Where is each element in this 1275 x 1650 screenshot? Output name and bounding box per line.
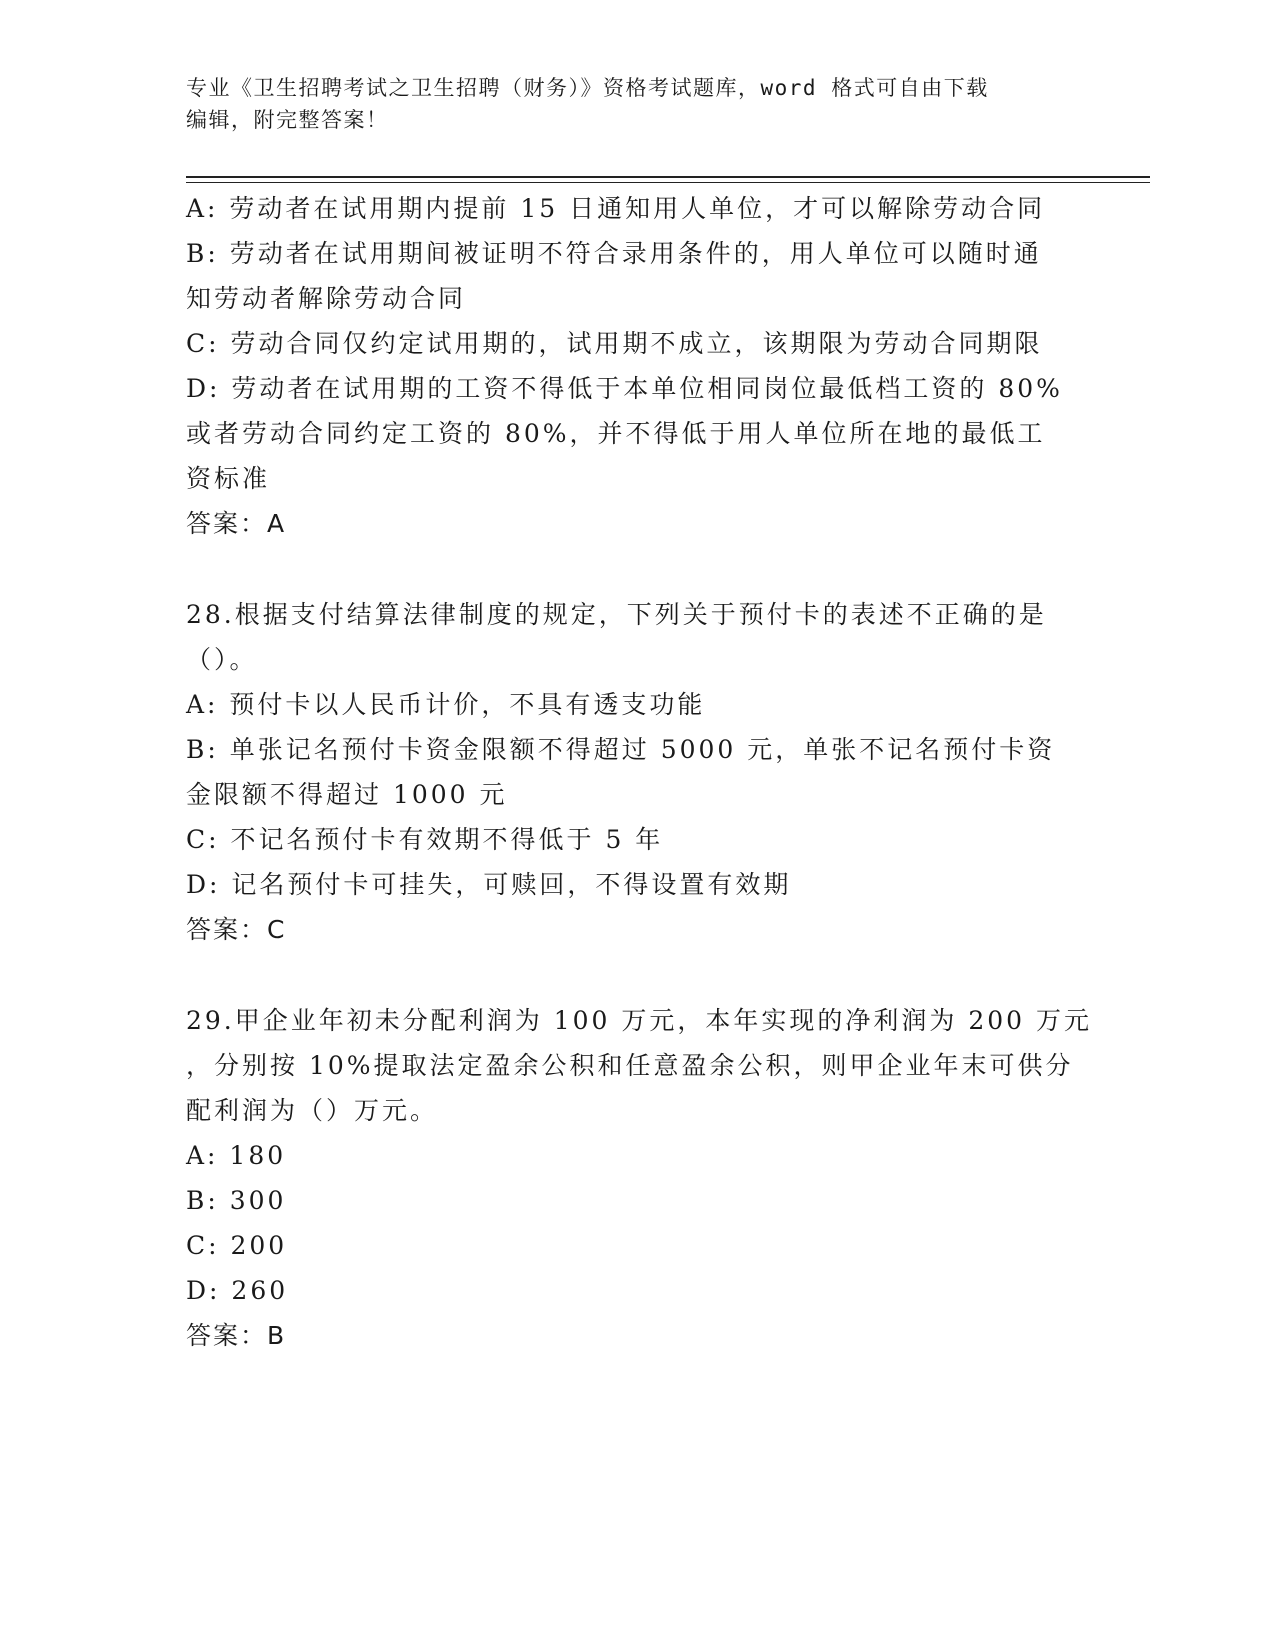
option-d: D: 260 (186, 1276, 289, 1305)
option-b-continued: 知劳动者解除劳动合同 (186, 284, 467, 313)
option-c: C: 200 (186, 1231, 288, 1260)
question-stem-continued: ，分别按 10%提取法定盈余公积和任意盈余公积，则甲企业年末可供分 (186, 1051, 1074, 1080)
answer: 答案：A (186, 509, 287, 538)
question-stem: 28.根据支付结算法律制度的规定，下列关于预付卡的表述不正确的是 (186, 600, 1047, 629)
option-c: C: 不记名预付卡有效期不得低于 5 年 (186, 825, 664, 854)
option-b-continued: 金限额不得超过 1000 元 (186, 780, 508, 809)
option-d: D: 劳动者在试用期的工资不得低于本单位相同岗位最低档工资的 80% (186, 374, 1063, 403)
option-b: B: 劳动者在试用期间被证明不符合录用条件的，用人单位可以随时通 (186, 239, 1042, 268)
question-29 (186, 998, 1092, 1358)
option-a: A: 预付卡以人民币计价，不具有透支功能 (186, 690, 706, 719)
header-line: 专业《卫生招聘考试之卫生招聘（财务）》资格考试题库，word 格式可自由下载 (186, 76, 989, 100)
header-divider (186, 182, 1150, 183)
option-a: A: 劳动者在试用期内提前 15 日通知用人单位，才可以解除劳动合同 (186, 194, 1046, 223)
answer: 答案：B (186, 1321, 287, 1350)
option-d-continued: 或者劳动合同约定工资的 80%，并不得低于用人单位所在地的最低工 (186, 419, 1046, 448)
option-b: B: 单张记名预付卡资金限额不得超过 5000 元，单张不记名预付卡资 (186, 735, 1056, 764)
header-divider (186, 176, 1150, 178)
option-c: C: 劳动合同仅约定试用期的，试用期不成立，该期限为劳动合同期限 (186, 329, 1043, 358)
option-b: B: 300 (186, 1186, 287, 1215)
answer: 答案：C (186, 915, 287, 944)
question-list (186, 186, 1092, 1358)
question-27 (186, 186, 1086, 546)
option-d: D: 记名预付卡可挂失，可赎回，不得设置有效期 (186, 870, 792, 899)
spacer (186, 546, 1086, 592)
document-header (186, 72, 1066, 136)
question-stem: 29.甲企业年初未分配利润为 100 万元，本年实现的净利润为 200 万元 (186, 1006, 1092, 1035)
option-d-continued: 资标准 (186, 464, 271, 493)
header-line: 编辑，附完整答案！ (186, 108, 389, 132)
spacer (186, 952, 1086, 998)
question-28 (186, 592, 1086, 952)
question-stem-continued: 配利润为（）万元。 (186, 1096, 439, 1125)
question-stem-continued: （）。 (186, 645, 258, 674)
option-a: A: 180 (186, 1141, 287, 1170)
